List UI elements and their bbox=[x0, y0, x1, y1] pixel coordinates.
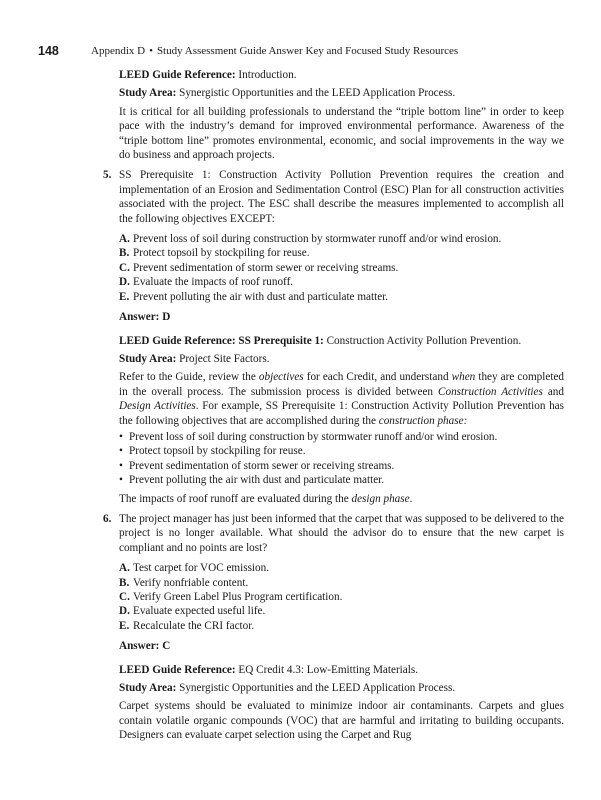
explanation-text: . For example, SS Prerequisite 1: Construction Activity Pollution Prevention has the following objectives that are accomplished during the bbox=[119, 400, 565, 427]
bullet-icon: • bbox=[119, 430, 123, 443]
option-a bbox=[119, 232, 564, 246]
question-text: The project manager has just been informed that the carpet that was supposed to be delivered to the project is no longer available. What should the advisor do to ensure that the new carpet is compliant and no points are lost? bbox=[119, 512, 564, 554]
option-d bbox=[119, 275, 564, 289]
list-item-text: Prevent loss of soil during construction by stormwater runoff and/or wind erosion. bbox=[129, 430, 498, 443]
bullet-icon: • bbox=[119, 474, 123, 487]
guide-reference-text: Construction Activity Pollution Prevention. bbox=[326, 334, 522, 347]
closing-note-5 bbox=[119, 492, 564, 506]
explanation-text: and bbox=[547, 385, 564, 398]
option-text: Verify Green Label Plus Program certification. bbox=[133, 591, 343, 603]
list-item bbox=[119, 444, 564, 458]
option-key: E. bbox=[119, 619, 130, 632]
option-text: Protect topsoil by stockpiling for reuse. bbox=[133, 247, 310, 260]
option-text: Evaluate expected useful life. bbox=[133, 605, 266, 618]
option-a bbox=[119, 561, 564, 575]
guide-reference-label: LEED Guide Reference: bbox=[119, 69, 236, 81]
bullet-icon: • bbox=[119, 445, 123, 458]
closing-emphasis: design phase bbox=[351, 492, 410, 505]
option-b bbox=[119, 246, 564, 260]
option-text: Test carpet for VOC emission. bbox=[133, 562, 270, 575]
explanation-6: Carpet systems should be evaluated to minimize indoor air contaminants. Carpets and glues contain volatile organic compounds (VOC) that are harmful and irritating to building occupants. Designers can evaluate carpet selection using the Carpet and Rug bbox=[119, 700, 564, 742]
option-d bbox=[119, 604, 564, 618]
option-key: C. bbox=[119, 261, 130, 274]
guide-reference-6 bbox=[119, 663, 564, 677]
running-header bbox=[38, 44, 571, 60]
question-number: 6. bbox=[103, 512, 112, 525]
answer-5: Answer: D bbox=[119, 311, 171, 324]
explanation-emphasis: construction phase: bbox=[378, 414, 468, 427]
running-title bbox=[91, 45, 458, 57]
list-item bbox=[119, 430, 564, 444]
option-text: Prevent sedimentation of storm sewer or receiving streams. bbox=[133, 261, 399, 274]
question-6 bbox=[103, 512, 564, 555]
page-number: 148 bbox=[38, 44, 59, 58]
question-number: 5. bbox=[103, 169, 112, 182]
option-b bbox=[119, 576, 564, 590]
option-text: Prevent polluting the air with dust and particulate matter. bbox=[133, 290, 389, 303]
guide-reference-label: LEED Guide Reference: SS Prerequisite 1: bbox=[119, 334, 324, 347]
page-body bbox=[103, 68, 565, 749]
option-key: B. bbox=[119, 576, 130, 589]
guide-reference-intro bbox=[119, 68, 564, 82]
explanation-emphasis: Construction Activities bbox=[438, 385, 543, 398]
study-area-5 bbox=[119, 352, 564, 366]
closing-text: . bbox=[409, 492, 413, 505]
list-item-text: Protect topsoil by stockpiling for reuse. bbox=[129, 445, 306, 458]
explanation-text: Refer to the Guide, review the bbox=[119, 371, 256, 384]
guide-reference-text: Introduction. bbox=[238, 69, 297, 81]
option-key: A. bbox=[119, 562, 130, 575]
option-text: Verify nonfriable content. bbox=[133, 576, 249, 589]
study-area-label: Study Area: bbox=[119, 682, 177, 695]
option-e bbox=[119, 290, 564, 304]
option-key: B. bbox=[119, 247, 130, 260]
running-title-bullet: • bbox=[149, 45, 153, 57]
objective-list bbox=[119, 430, 564, 488]
list-item-text: Prevent sedimentation of storm sewer or receiving streams. bbox=[129, 459, 395, 472]
question-6-options bbox=[119, 561, 564, 633]
guide-reference-text: EQ Credit 4.3: Low-Emitting Materials. bbox=[238, 663, 419, 676]
bullet-icon: • bbox=[119, 459, 123, 472]
list-item bbox=[119, 473, 564, 487]
study-area-label: Study Area: bbox=[119, 352, 177, 365]
explanation-emphasis: objectives bbox=[258, 371, 304, 384]
option-e bbox=[119, 619, 564, 633]
explanation-emphasis: Design Activities bbox=[119, 400, 196, 413]
list-item bbox=[119, 459, 564, 473]
option-c bbox=[119, 261, 564, 275]
study-area-text: Synergistic Opportunities and the LEED Application Process. bbox=[179, 87, 456, 100]
running-title-right: Study Assessment Guide Answer Key and Focused Study Resources bbox=[156, 45, 459, 57]
explanation-text: they are completed in the overall process. The submission process is divided between bbox=[119, 371, 565, 398]
explanation-emphasis: when bbox=[451, 371, 476, 384]
option-key: D. bbox=[119, 276, 130, 289]
study-area-text: Project Site Factors. bbox=[179, 352, 270, 365]
option-key: A. bbox=[119, 233, 130, 246]
question-text: SS Prerequisite 1: Construction Activity Pollution Prevention requires the creation and implementation of an Erosion and Sedimentation Control (ESC) Plan for all construction activities associated with the project. The ESC shall describe the measures implemented to accomplish all the following objectives EXCEPT: bbox=[119, 169, 564, 225]
study-area-label: Study Area: bbox=[119, 87, 177, 100]
question-5-options bbox=[119, 232, 564, 304]
option-key: E. bbox=[119, 290, 130, 303]
closing-text: The impacts of roof runoff are evaluated during the bbox=[119, 492, 349, 505]
study-area-text: Synergistic Opportunities and the LEED Application Process. bbox=[179, 682, 456, 695]
answer-6: Answer: C bbox=[119, 640, 171, 653]
guide-reference-5 bbox=[119, 334, 564, 348]
running-title-left: Appendix D bbox=[91, 45, 146, 57]
option-text: Evaluate the impacts of roof runoff. bbox=[133, 276, 294, 289]
option-text: Recalculate the CRI factor. bbox=[133, 619, 255, 632]
study-area-6 bbox=[119, 681, 564, 695]
guide-reference-label: LEED Guide Reference: bbox=[119, 663, 236, 676]
explanation-intro: It is critical for all building professionals to understand the “triple bottom line” in order to keep pace with the industry’s demand for improved environmental performance. Awareness of the “triple bottom line” promotes environmental, economic, and social improvements in the way we do business and approach projects. bbox=[119, 105, 564, 162]
study-area-intro bbox=[119, 86, 564, 100]
explanation-5 bbox=[119, 370, 564, 428]
list-item-text: Prevent polluting the air with dust and particulate matter. bbox=[129, 474, 385, 487]
option-key: C. bbox=[119, 591, 130, 603]
option-c bbox=[119, 590, 564, 604]
explanation-text: for each Credit, and understand bbox=[306, 371, 449, 384]
option-text: Prevent loss of soil during construction by stormwater runoff and/or wind erosion. bbox=[133, 233, 502, 246]
question-5 bbox=[103, 168, 564, 226]
option-key: D. bbox=[119, 605, 130, 618]
